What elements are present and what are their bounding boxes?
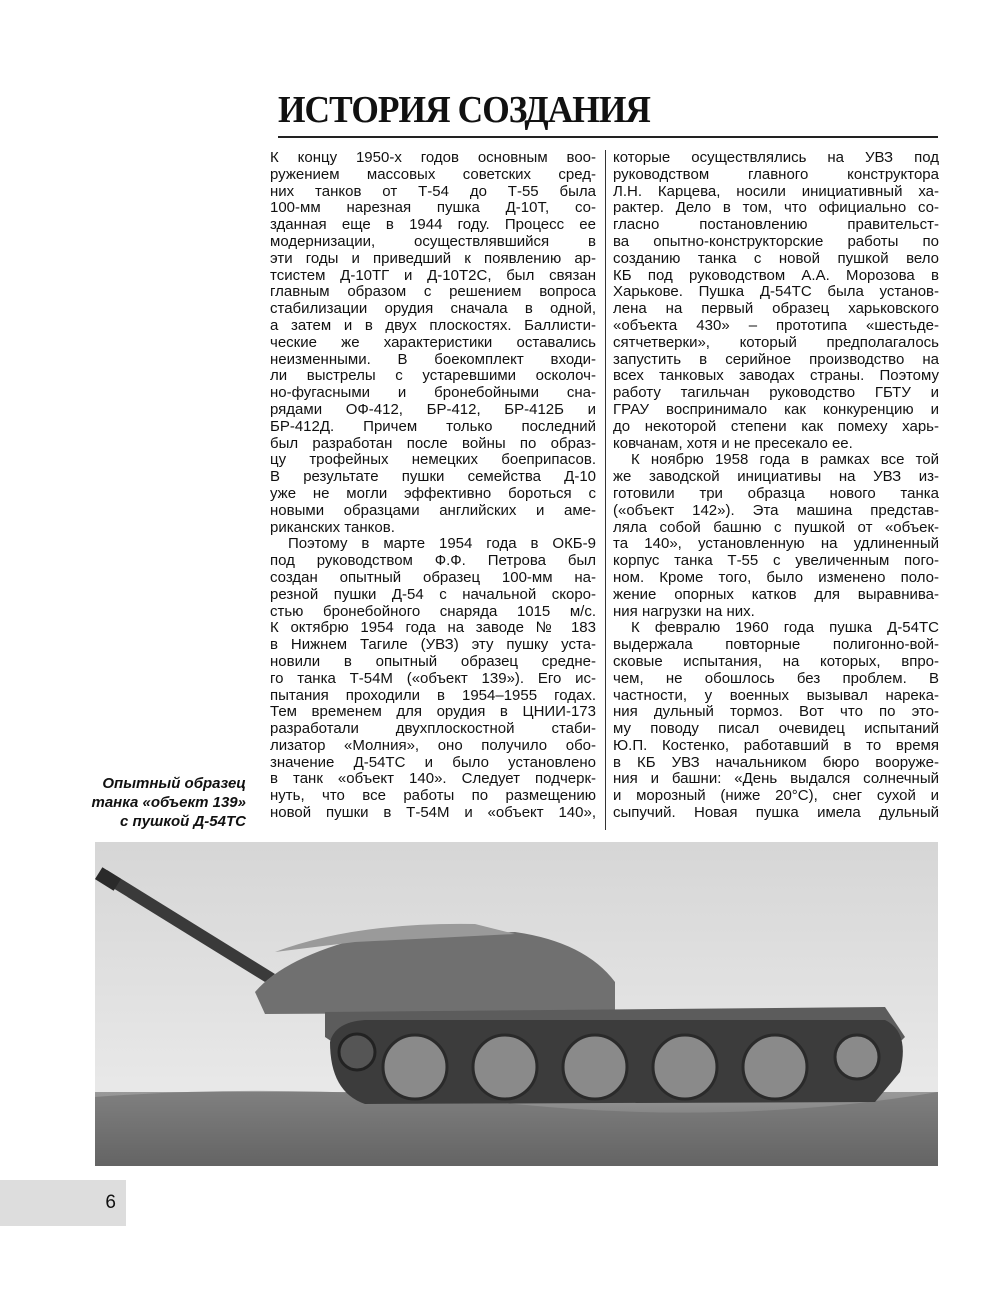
- text-line: гласно постановлению правительст-: [613, 216, 939, 234]
- text-line: работу тагильчан руководство ГБТУ и: [613, 384, 939, 402]
- caption-line: танка «объект 139»: [91, 794, 246, 811]
- caption-line: Опытный образец: [102, 775, 246, 792]
- text-line: го танка Т-54М («объект 139»). Его ис-: [270, 669, 596, 687]
- text-line: ковчанам, хотя и не пресекало ее.: [613, 434, 853, 452]
- text-line: корпус танка Т-55 с увеличенным пого-: [613, 552, 939, 570]
- text-line: неизменными. В боекомплект входи-: [270, 350, 596, 368]
- text-line: всех танковых заводах страны. Поэтому: [613, 367, 939, 385]
- text-line: КБ под руководством А.А. Морозова в: [613, 266, 939, 284]
- text-line: сковые испытания, на которых, впро-: [613, 652, 939, 670]
- text-line: до некоторой степени как помеху харь-: [613, 417, 939, 435]
- text-line: ном. Кроме того, было изменено поло-: [613, 568, 939, 586]
- text-line: стью бронебойного снаряда 1015 м/с.: [270, 602, 596, 620]
- text-line: эти годы и приведший к появлению ар-: [270, 249, 596, 267]
- text-line: которые осуществлялись на УВЗ под: [613, 149, 939, 166]
- text-line: сыпучий. Новая пушка имела дульный: [613, 804, 939, 822]
- text-line: БР-412Д. Причем только последний: [270, 417, 596, 435]
- text-line: («объект 142»). Эта машина представ-: [613, 501, 939, 519]
- photo-caption: [60, 774, 246, 831]
- text-line: разработали двухплоскостной стаби-: [270, 720, 596, 738]
- column-divider: [605, 150, 606, 830]
- title-rule: [278, 136, 938, 138]
- text-line: К ноябрю 1958 года в рамках все той: [631, 451, 939, 469]
- text-line: жение опорных катков для выравнива-: [613, 585, 939, 603]
- text-line: К концу 1950-х годов основным воо-: [270, 149, 596, 166]
- text-line: Тем временем для орудия в ЦНИИ-173: [270, 703, 596, 721]
- text-line: ли выстрелы с устаревшими осколоч-: [270, 367, 596, 385]
- text-line: частности, у военных вызывал нарека-: [613, 686, 939, 704]
- text-line: уже не могли эффективно бороться с: [270, 484, 596, 502]
- text-line: ния дульный тормоз. Вот что по это-: [613, 703, 939, 721]
- text-line: ГРАУ воспринимало как конкуренцию и: [613, 400, 939, 418]
- text-line: ния нагрузки на них.: [613, 602, 755, 620]
- text-line: та 140», установленную на удлиненный: [613, 535, 939, 553]
- page-number-box: [0, 1180, 126, 1226]
- text-line: рактер. Дело в том, что официально со-: [613, 199, 939, 217]
- text-line: лизатор «Молния», оно получило обо-: [270, 736, 596, 754]
- text-line: ляла собой башню с пушкой от «объек-: [613, 518, 939, 536]
- page-title: ИСТОРИЯ СОЗДАНИЯ: [278, 89, 650, 131]
- text-line: же заводской инициативы на УВЗ из-: [613, 468, 939, 486]
- text-line: ния и башни: «День выдался солнечный: [613, 770, 939, 788]
- text-line: и морозный (ниже 20°С), снег сухой и: [613, 787, 939, 805]
- caption-line: с пушкой Д-54ТС: [120, 813, 246, 830]
- text-line: под руководством Ф.Ф. Петрова был: [270, 552, 596, 570]
- text-line: пытания проходили в 1954–1955 годах.: [270, 686, 596, 704]
- tank-photo: [95, 842, 938, 1166]
- text-line: создан опытный образец 100-мм на-: [270, 568, 596, 586]
- text-line: главным образом с решением вопроса: [270, 283, 596, 301]
- text-line: а затем и в двух плоскостях. Баллисти-: [270, 316, 596, 334]
- text-line: новой пушки в Т-54М и «объект 140»,: [270, 804, 596, 822]
- text-line: сятчетверки», который предполагалось: [613, 333, 939, 351]
- text-line: Л.Н. Карцева, носили инициативный ха-: [613, 182, 939, 200]
- text-line: нуть, что все работы по размещению: [270, 787, 596, 805]
- text-line: зданная еще в 1944 году. Процесс ее: [270, 216, 596, 234]
- text-line: цу трофейных немецких боеприпасов.: [270, 451, 596, 469]
- text-line: Поэтому в марте 1954 года в ОКБ-9: [288, 535, 596, 553]
- text-column-1: [270, 150, 596, 822]
- text-line: Харькове. Пушка Д-54ТС была установ-: [613, 283, 939, 301]
- text-line: чем, не обошлось без проблем. В: [613, 669, 939, 687]
- text-column-2: [613, 150, 939, 822]
- text-line: новыми образцами английских и аме-: [270, 501, 596, 519]
- text-line: Ю.П. Костенко, работавший в то время: [613, 736, 939, 754]
- text-line: К февралю 1960 года пушка Д-54ТС: [631, 619, 939, 637]
- text-line: резной пушки Д-54 с начальной скоро-: [270, 585, 596, 603]
- text-line: риканских танков.: [270, 518, 395, 536]
- text-line: му поводу писал очевидец испытаний: [613, 720, 939, 738]
- text-line: ческие же характеристики оставались: [270, 333, 596, 351]
- text-line: рядами ОФ-412, БР-412, БР-412Б и: [270, 400, 596, 418]
- text-line: был разработан после войны по образ-: [270, 434, 596, 452]
- text-line: «объекта 430» – прототипа «шестьде-: [613, 316, 939, 334]
- text-line: модернизации, осуществлявшийся в: [270, 232, 596, 250]
- text-line: в КБ УВЗ начальником бюро вооруже-: [613, 753, 939, 771]
- text-line: ружением массовых советских сред-: [270, 165, 596, 183]
- text-line: К октябрю 1954 года на заводе № 183: [270, 619, 596, 637]
- text-line: ва опытно-конструкторские работы по: [613, 232, 939, 250]
- text-line: новили в опытный образец средне-: [270, 652, 596, 670]
- text-line: лена на первый образец харьковского: [613, 300, 939, 318]
- text-line: стабилизации орудия сначала в одной,: [270, 300, 596, 318]
- text-line: выдержала повторные полигонно-вой-: [613, 636, 939, 654]
- text-line: созданию танка с новой пушкой вело: [613, 249, 939, 267]
- text-line: в Нижнем Тагиле (УВЗ) эту пушку уста-: [270, 636, 596, 654]
- text-line: готовили три образца нового танка: [613, 484, 939, 502]
- text-line: но-фугасными и бронебойными сна-: [270, 384, 596, 402]
- text-line: В результате пушки семейства Д-10: [270, 468, 596, 486]
- text-line: значение Д-54ТС и было установлено: [270, 753, 596, 771]
- text-line: в танк «объект 140». Следует подчерк-: [270, 770, 596, 788]
- text-line: них танков от Т-54 до Т-55 была: [270, 182, 596, 200]
- text-line: руководством главного конструктора: [613, 165, 939, 183]
- text-line: тсистем Д-10ТГ и Д-10Т2С, был связан: [270, 266, 596, 284]
- text-line: 100-мм нарезная пушка Д-10Т, со-: [270, 199, 596, 217]
- page-number: 6: [105, 1192, 116, 1213]
- text-line: запустить в серийное производство на: [613, 350, 939, 368]
